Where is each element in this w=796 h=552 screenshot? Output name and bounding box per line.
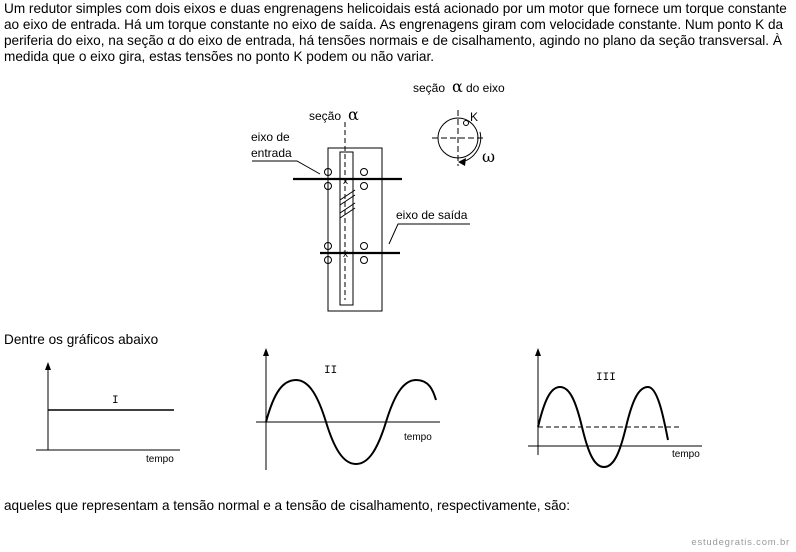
output-shaft-label: eixo de saída <box>396 208 468 222</box>
graph-II <box>256 352 440 470</box>
bearing-mark-input: x <box>343 176 348 187</box>
bearing-mark-output: x <box>343 249 348 260</box>
graph-II-label: II <box>324 365 338 377</box>
housing-inner <box>340 152 353 305</box>
input-shaft-label-1: eixo de <box>251 130 290 144</box>
graph-II-xlabel: tempo <box>404 432 432 443</box>
point-k-marker <box>464 121 469 126</box>
section-alpha-label: seção <box>309 109 342 123</box>
rotation-arrowhead <box>458 158 466 166</box>
output-label-leader <box>389 224 470 244</box>
question-intro: Um redutor simples com dois eixos e duas engrenagens helicoidais está acionado por um motor que fornece um torque constante ao eixo de entrada. Há um torque constante no eixo de saída. As engrenagens giram com velocidade constante. Num ponto K da periferia do eixo, na seção α do eixo de entrada, há tensões normais e de cisalhamento, agindo no plano da seção transversal. À medida que o eixo gira, estas tensões no ponto K podem ou não variar. <box>4 1 787 64</box>
question-prompt: Dentre os gráficos abaixo <box>4 332 159 347</box>
omega-symbol: ω <box>482 147 496 166</box>
question-closing: aqueles que representam a tensão normal e a tensão de cisalhamento, respectivamente, são: <box>4 498 570 513</box>
input-shaft-label-2: entrada <box>251 146 292 160</box>
bearing <box>361 257 368 264</box>
graph-I-y-arrow <box>45 362 51 370</box>
section-view-label: seção <box>413 81 446 95</box>
housing-outer <box>328 148 382 311</box>
graph-I <box>36 366 180 450</box>
graph-II-y-arrow <box>263 348 269 356</box>
point-k-label: K <box>470 110 479 124</box>
alpha-symbol: α <box>348 105 359 124</box>
graph-I-label: I <box>112 395 119 407</box>
bearing <box>361 169 368 176</box>
graph-III-xlabel: tempo <box>672 449 700 460</box>
watermark: estudegratis.com.br <box>691 537 790 548</box>
graph-III-y-arrow <box>535 348 541 356</box>
bearing <box>361 243 368 250</box>
section-view-suffix: do eixo <box>466 81 505 95</box>
section-view-alpha: α <box>452 77 463 96</box>
graph-III-label: III <box>596 372 616 384</box>
input-label-leader <box>252 161 320 174</box>
graph-I-xlabel: tempo <box>146 454 174 465</box>
bearing <box>361 183 368 190</box>
